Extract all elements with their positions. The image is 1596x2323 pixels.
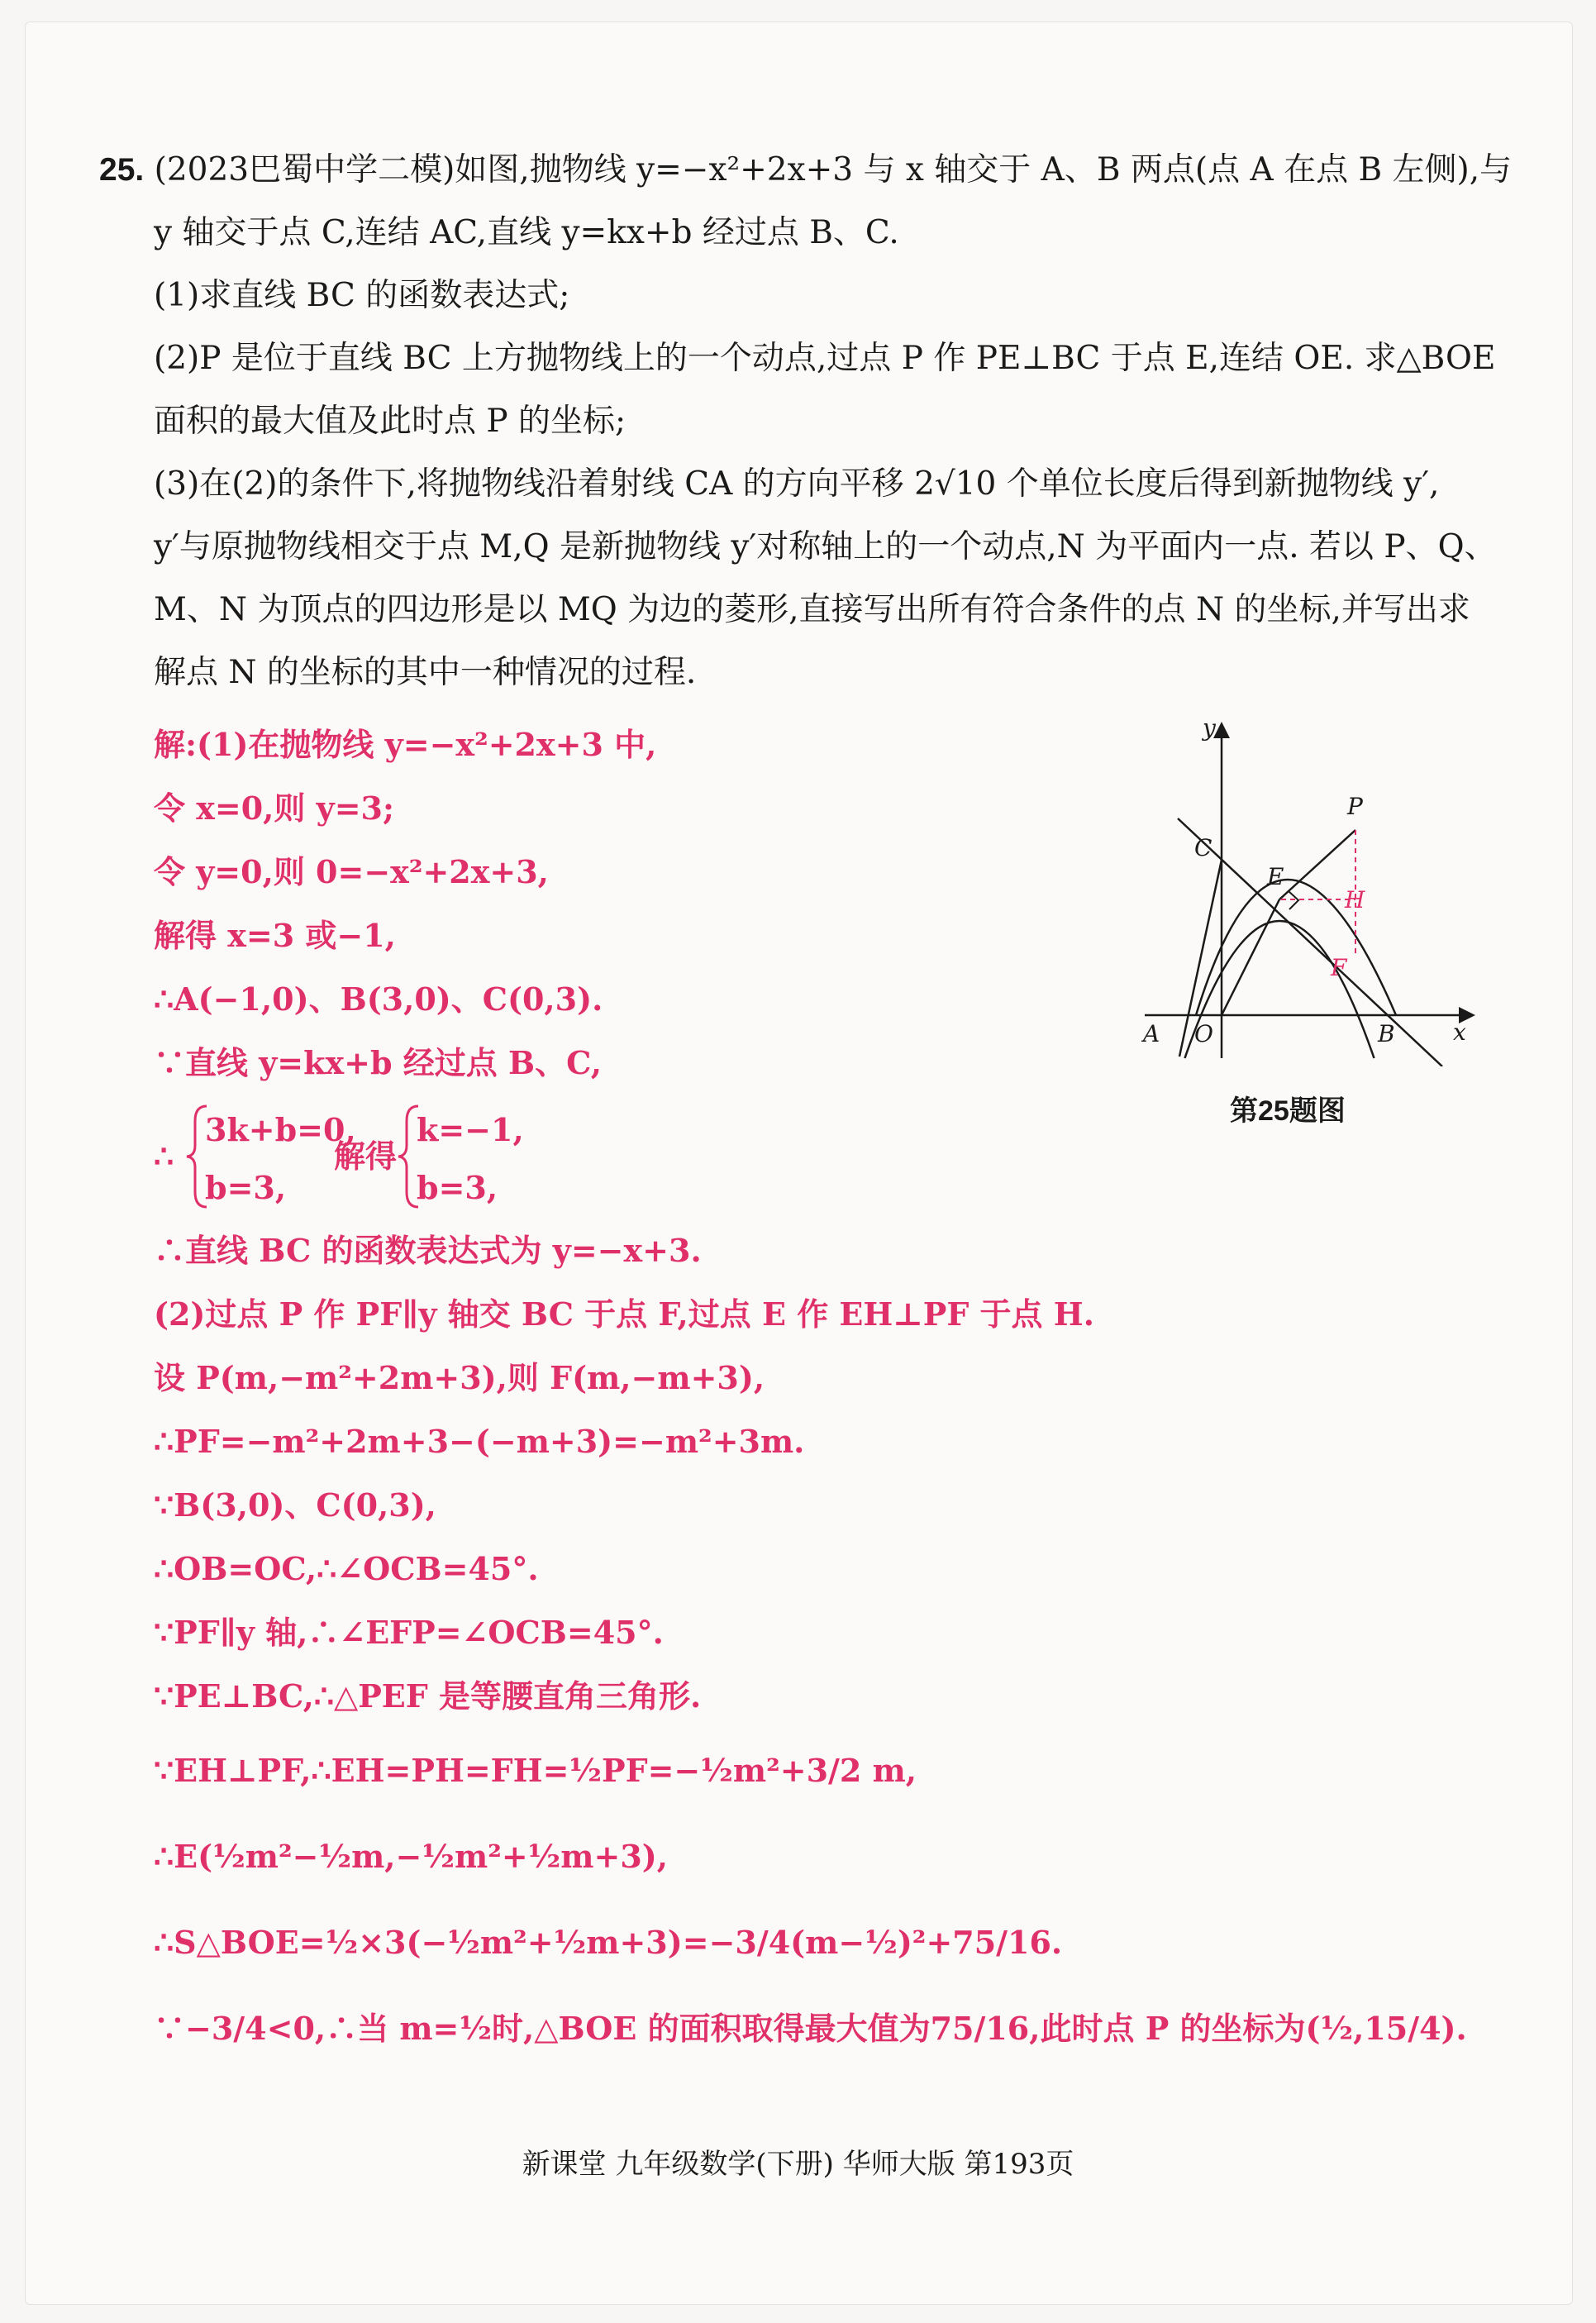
- label-p: P: [1347, 793, 1363, 820]
- label-f: F: [1331, 954, 1347, 981]
- solution-line: ∴直线 BC 的函数表达式为 y=−x+3.: [154, 1232, 702, 1269]
- question-line: (3)在(2)的条件下,将抛物线沿着射线 CA 的方向平移 2√10 个单位长度后得到新抛物线 y′,: [154, 465, 1440, 503]
- label-h: H: [1345, 886, 1365, 913]
- solution-line: 令 x=0,则 y=3;: [154, 789, 395, 827]
- system-solve-word: 解得: [334, 1138, 398, 1175]
- question-block: [99, 139, 1513, 704]
- question-line: y 轴交于点 C,连结 AC,直线 y=kx+b 经过点 B、C.: [154, 214, 899, 251]
- label-e: E: [1267, 863, 1284, 890]
- solution-line: ∴OB=OC,∴∠OCB=45°.: [154, 1550, 539, 1587]
- solution-line: ∴PF=−m²+2m+3−(−m+3)=−m²+3m.: [154, 1423, 805, 1460]
- solution-line: ∵EH⊥PF,∴EH=PH=FH=½PF=−½m²+3/2 m,: [154, 1752, 917, 1789]
- solution-line: ∴E(½m²−½m,−½m²+½m+3),: [154, 1838, 669, 1875]
- solution-line: ∵B(3,0)、C(0,3),: [154, 1486, 436, 1524]
- figure-caption: 第25题图: [1230, 1095, 1346, 1127]
- solution-line: ∵PF∥y 轴,∴∠EFP=∠OCB=45°.: [154, 1614, 664, 1651]
- question-line: (1)求直线 BC 的函数表达式;: [154, 277, 570, 314]
- label-y: y: [1203, 714, 1216, 742]
- page-footer: 新课堂 九年级数学(下册) 华师大版 第193页: [522, 2148, 1074, 2181]
- label-b: B: [1378, 1020, 1395, 1047]
- solution-line: ∵PE⊥BC,∴△PEF 是等腰直角三角形.: [154, 1677, 702, 1715]
- solution-line: ∴A(−1,0)、B(3,0)、C(0,3).: [154, 980, 603, 1018]
- solution-line: (2)过点 P 作 PF∥y 轴交 BC 于点 F,过点 E 作 EH⊥PF 于点 H.: [154, 1295, 1094, 1333]
- solution-line: ∵直线 y=kx+b 经过点 B、C,: [154, 1044, 602, 1081]
- question-line: M、N 为顶点的四边形是以 MQ 为边的菱形,直接写出所有符合条件的点 N 的坐标,并写出求: [154, 591, 1470, 628]
- label-o: O: [1194, 1020, 1213, 1047]
- solution-line: 解得 x=3 或−1,: [154, 917, 396, 954]
- label-x: x: [1453, 1018, 1466, 1046]
- label-c: C: [1194, 834, 1212, 861]
- line-bc: [1178, 818, 1442, 1066]
- question-line: y′与原抛物线相交于点 M,Q 是新抛物线 y′对称轴上的一个动点,N 为平面内一点. 若以 P、Q、: [154, 528, 1497, 565]
- question-line: 面积的最大值及此时点 P 的坐标;: [154, 403, 626, 440]
- question-line: 解点 N 的坐标的其中一种情况的过程.: [154, 654, 697, 691]
- therefore-symbol: ∴: [154, 1138, 174, 1175]
- question-line: 25. (2023巴蜀中学二模)如图,抛物线 y=−x²+2x+3 与 x 轴交于 A、B 两点(点 A 在点 B 左侧),与: [99, 151, 1513, 188]
- question-line: (2)P 是位于直线 BC 上方抛物线上的一个动点,过点 P 作 PE⊥BC 于点 E,连结 OE. 求△BOE: [154, 340, 1496, 377]
- parabola-figure: [1128, 711, 1492, 1066]
- solution-line: 设 P(m,−m²+2m+3),则 F(m,−m+3),: [154, 1359, 765, 1396]
- question-number: 25.: [99, 152, 145, 188]
- system-right: k=−1, b=3,: [417, 1111, 524, 1206]
- solution-line: 令 y=0,则 0=−x²+2x+3,: [154, 853, 549, 890]
- solution-line: ∴S△BOE=½×3(−½m²+½m+3)=−3/4(m−½)²+75/16.: [154, 1924, 1063, 1961]
- label-a: A: [1143, 1020, 1160, 1047]
- solution-line: ∵−3/4<0,∴当 m=½时,△BOE 的面积取得最大值为75/16,此时点 P 的坐标为(½,15/4).: [154, 2010, 1467, 2047]
- system-left: 3k+b=0, b=3,: [205, 1111, 356, 1206]
- solution-line: 解:(1)在抛物线 y=−x²+2x+3 中,: [154, 726, 657, 763]
